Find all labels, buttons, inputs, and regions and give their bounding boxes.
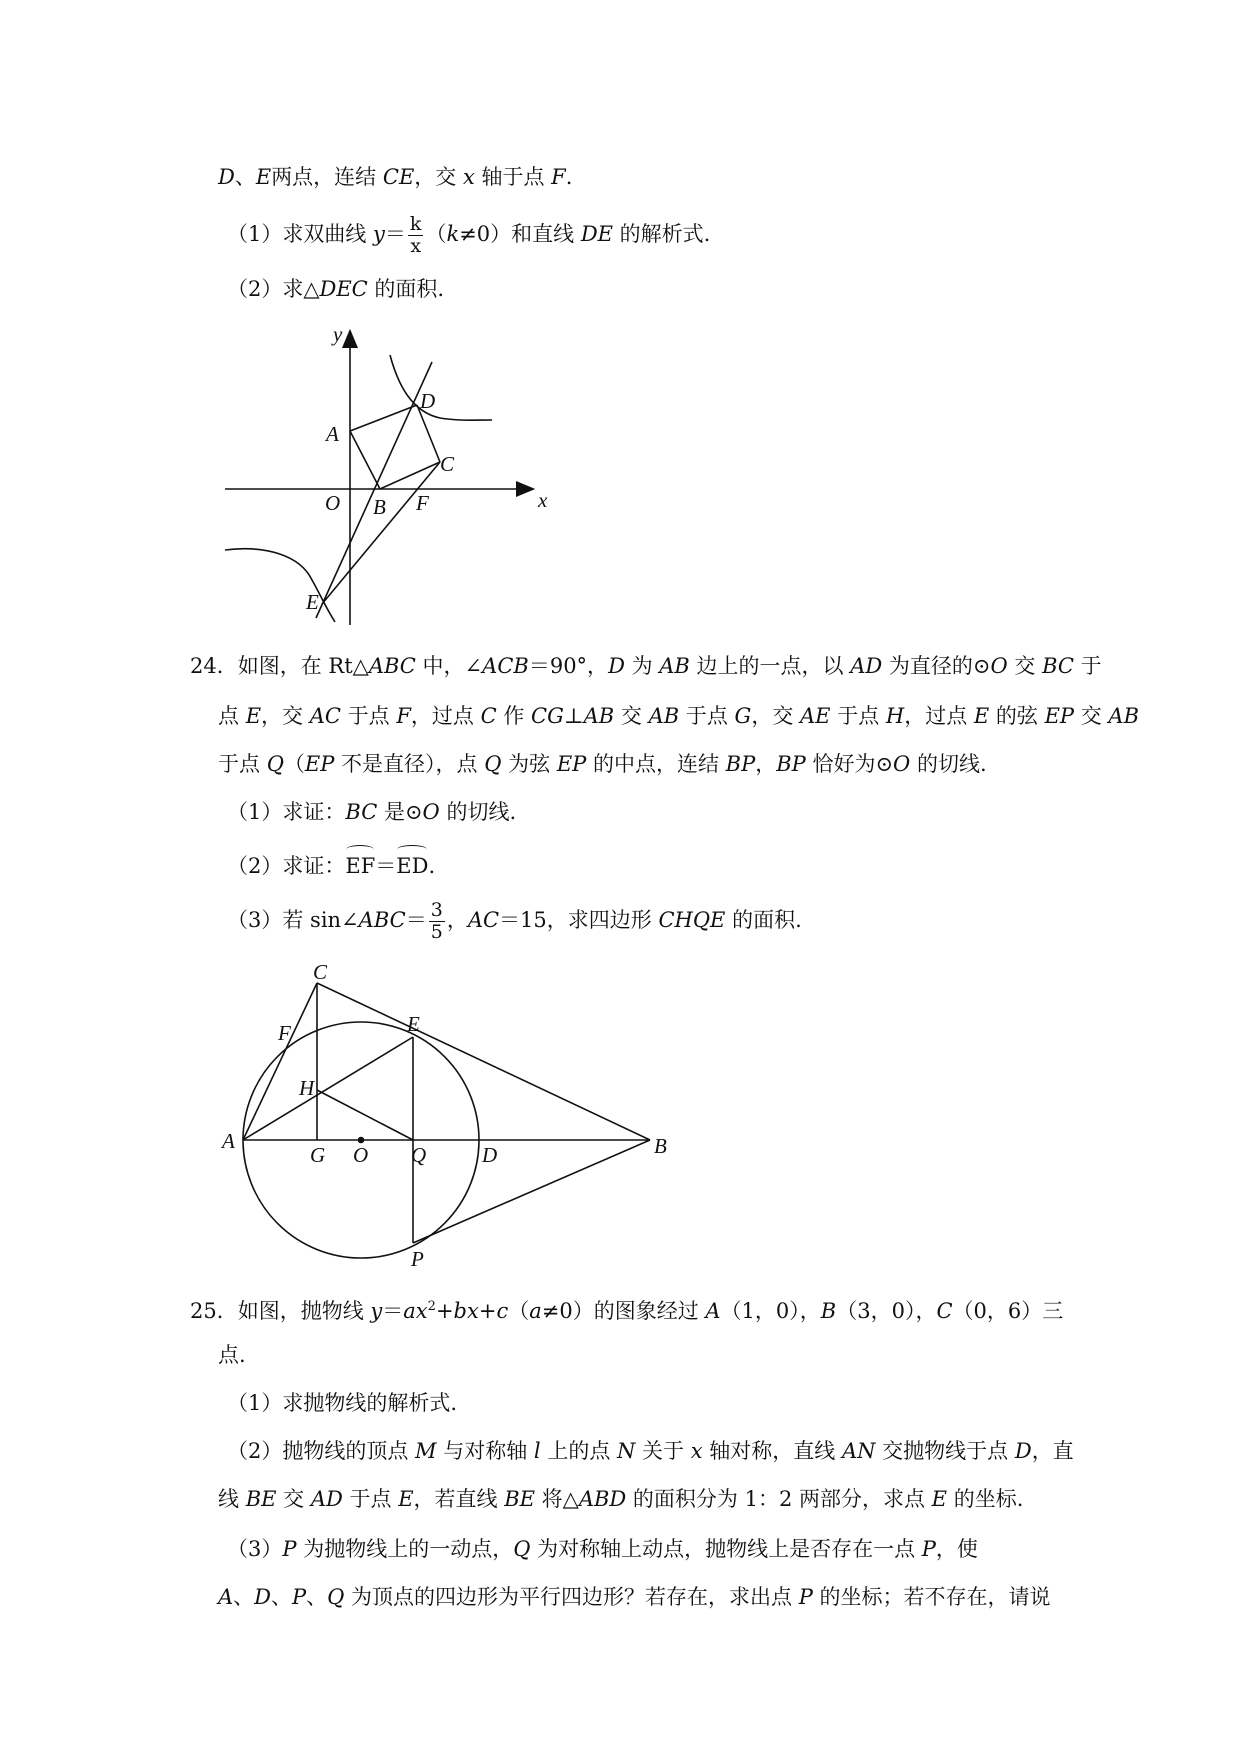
fraction-denominator: x <box>410 235 422 257</box>
figure1-coordinate-plot <box>225 332 532 625</box>
text-run: 与对称轴 <box>436 1439 534 1463</box>
text-run: 轴对称，直线 <box>702 1439 842 1463</box>
text-run: ＝15，求四边形 <box>499 908 659 932</box>
fraction-denominator: 5 <box>430 921 443 943</box>
math-variable: AB <box>648 704 680 728</box>
math-variable: Q <box>513 1537 531 1561</box>
line-DE <box>316 362 432 618</box>
math-variable: G <box>734 704 752 728</box>
math-variable: BP <box>776 752 806 776</box>
text-run: （1，0）， <box>720 1299 821 1323</box>
math-variable: AD <box>850 654 883 678</box>
text-run: 交 <box>614 704 649 728</box>
fraction-numerator: k <box>409 213 422 235</box>
label-F: F <box>416 491 429 515</box>
math-variable: AD <box>310 1487 343 1511</box>
math-variable: BP <box>725 752 756 776</box>
math-variable: M <box>415 1439 437 1463</box>
text-run: 的解析式. <box>612 222 711 246</box>
math-variable: O <box>893 752 911 776</box>
text-run: （2）求△ <box>227 277 320 301</box>
math-variable: P <box>292 1585 307 1609</box>
math-variable: D <box>1014 1439 1032 1463</box>
text-run: 为 <box>624 654 660 678</box>
text-run: 、 <box>234 165 256 189</box>
text-run: ，交 <box>414 165 463 189</box>
text-run: 的面积. <box>725 908 802 932</box>
math-variable: P <box>282 1537 297 1561</box>
text-run: ＝ <box>375 854 397 878</box>
math-variable: DE <box>580 222 613 246</box>
label-P: P <box>411 1247 424 1271</box>
label-B: B <box>373 495 386 519</box>
text-run: 将△ <box>534 1487 579 1511</box>
math-variable: BC <box>345 800 378 824</box>
text-run: 于点 <box>340 704 397 728</box>
text-run: 的面积分为 1：2 两部分，求点 <box>626 1487 932 1511</box>
math-variable: C <box>936 1299 953 1323</box>
text-run: 的坐标；若不存在，请说 <box>812 1585 1051 1609</box>
arc-notation: ED <box>396 847 428 881</box>
text-run: 的弦 <box>989 704 1045 728</box>
math-variable: Q <box>484 752 502 776</box>
math-variable: l <box>533 1439 541 1463</box>
text-run: 两点，连结 <box>271 165 383 189</box>
math-variable: O <box>422 800 440 824</box>
label-x-axis: x <box>538 488 548 512</box>
math-variable: AE <box>800 704 831 728</box>
text-run: （ <box>508 1299 530 1323</box>
text-run: 于点 <box>342 1487 399 1511</box>
text-run: 中，∠ <box>415 654 483 678</box>
label-E: E <box>306 590 319 614</box>
segment-AB <box>350 431 380 489</box>
text-run: 为顶点的四边形为平行四边形？若存在，求出点 <box>344 1585 799 1609</box>
math-variable: P <box>798 1585 813 1609</box>
math-variable: EP <box>1044 704 1075 728</box>
text-run: 线 <box>218 1487 246 1511</box>
text-run: 点 <box>218 704 246 728</box>
text-run: 为弦 <box>501 752 557 776</box>
text-run: 的切线. <box>910 752 987 776</box>
math-variable: AB <box>583 704 615 728</box>
text-run: （ <box>425 222 447 246</box>
segment-HQ <box>317 1090 413 1140</box>
math-variable: AC <box>309 704 341 728</box>
label-O: O <box>325 491 341 515</box>
text-run: . <box>565 165 573 189</box>
math-variable: ABC <box>358 908 406 932</box>
text-run: ，直 <box>1031 1439 1074 1463</box>
text-run: 上的点 <box>540 1439 617 1463</box>
math-variable: x <box>690 1439 703 1463</box>
math-variable: D <box>218 165 235 189</box>
math-variable: DEC <box>319 277 368 301</box>
text-run: ， <box>446 908 468 932</box>
math-variable: D <box>608 654 625 678</box>
math-variable: C <box>480 704 497 728</box>
math-variable: ABD <box>578 1487 627 1511</box>
text-run: 25．如图，抛物线 <box>190 1299 371 1323</box>
text-run: 的中点，连结 <box>586 752 726 776</box>
math-variable: y <box>373 222 385 246</box>
text-run: ＝ <box>382 1299 404 1323</box>
superscript: 2 <box>427 1299 436 1314</box>
text-run: 、 <box>306 1585 328 1609</box>
label-Q: Q <box>411 1143 427 1167</box>
text-run: 、 <box>233 1585 255 1609</box>
text-run: 为抛物线上的一动点， <box>296 1537 514 1561</box>
math-variable: EP <box>304 752 335 776</box>
math-variable: bx <box>453 1299 479 1323</box>
text-run: 24．如图，在 Rt△ <box>190 654 369 678</box>
label-A: A <box>326 422 339 446</box>
text-run: 关于 <box>635 1439 691 1463</box>
math-variable: A <box>218 1585 234 1609</box>
text-run: 轴于点 <box>474 165 552 189</box>
text-run: 为对称轴上动点，抛物线上是否存在一点 <box>530 1537 922 1561</box>
center-dot-O <box>359 1138 364 1143</box>
text-run: . <box>428 854 436 878</box>
math-variable: y <box>370 1299 383 1323</box>
text-run: 恰好为⊙ <box>805 752 894 776</box>
segment-BC <box>380 462 440 489</box>
label-C: C <box>440 452 455 476</box>
label-y-axis: y <box>333 322 343 346</box>
math-variable: CG <box>531 704 564 728</box>
text-run: 、 <box>271 1585 293 1609</box>
text-run: 的切线. <box>439 800 517 824</box>
math-variable: P <box>921 1537 936 1561</box>
text-run: （3，0）， <box>836 1299 937 1323</box>
math-variable: EP <box>556 752 587 776</box>
text-run: 于点 <box>679 704 735 728</box>
text-run: 边上的一点，以 <box>689 654 851 678</box>
math-variable: CHQE <box>658 908 726 932</box>
text-run: ⊥ <box>563 704 584 728</box>
math-variable: ax <box>403 1299 428 1323</box>
text-run: + <box>435 1299 454 1323</box>
label-G: G <box>310 1143 326 1167</box>
math-variable: N <box>617 1439 636 1463</box>
fraction-numerator: 3 <box>430 899 443 921</box>
math-variable: k <box>446 222 460 246</box>
math-variable: BE <box>504 1487 535 1511</box>
text-run: 为直径的⊙ <box>882 654 991 678</box>
text-run: ＝ <box>384 222 406 246</box>
text-run: 交 <box>1074 704 1109 728</box>
text-run: （3）若 sin∠ <box>227 908 359 932</box>
label-O: O <box>353 1143 369 1167</box>
text-run: （2）求证： <box>227 854 346 878</box>
figure2-circle-geometry <box>243 983 650 1258</box>
math-variable: D <box>254 1585 272 1609</box>
text-run: （0，6）三 <box>952 1299 1064 1323</box>
math-variable: H <box>885 704 905 728</box>
math-variable: ACB <box>482 654 529 678</box>
math-variable: B <box>820 1299 837 1323</box>
arc-notation: EF <box>345 847 375 881</box>
math-variable: F <box>551 165 566 189</box>
text-run: 点. <box>218 1343 246 1367</box>
math-variable: CE <box>382 165 415 189</box>
text-run: ，过点 <box>410 704 481 728</box>
text-run: ＝ <box>405 908 427 932</box>
text-run: 的面积. <box>367 277 445 301</box>
math-variable: x <box>462 165 475 189</box>
math-variable: O <box>990 654 1008 678</box>
math-variable: E <box>245 704 262 728</box>
text-run: （1）求证： <box>227 800 346 824</box>
label-E: E <box>407 1012 420 1036</box>
segment-AE <box>243 1037 413 1140</box>
text-run: 是⊙ <box>377 800 423 824</box>
math-variable: AN <box>841 1439 876 1463</box>
text-run: 于点 <box>218 752 267 776</box>
text-run: ，交 <box>751 704 801 728</box>
segment-AC <box>243 983 317 1140</box>
math-variable: AB <box>659 654 690 678</box>
math-variable: E <box>398 1487 414 1511</box>
math-variable: E <box>973 704 990 728</box>
text-run: 于 <box>1074 654 1102 678</box>
text-run: （ <box>283 752 305 776</box>
math-variable: BC <box>1042 654 1074 678</box>
text-run: 于点 <box>830 704 886 728</box>
text-run: 不是直径），点 <box>334 752 485 776</box>
text-run: ，过点 <box>904 704 974 728</box>
label-D: D <box>420 389 436 413</box>
segment-EC <box>322 462 440 604</box>
math-variable: a <box>529 1299 542 1323</box>
math-variable: AC <box>467 908 500 932</box>
text-run: + <box>478 1299 497 1323</box>
text-run: 作 <box>496 704 532 728</box>
text-run: ，若直线 <box>413 1487 505 1511</box>
math-variable: E <box>255 165 272 189</box>
label-A: A <box>222 1129 235 1153</box>
math-variable: Q <box>327 1585 345 1609</box>
label-F: F <box>278 1021 291 1045</box>
math-variable: AB <box>1108 704 1140 728</box>
text-run: ≠0）的图象经过 <box>541 1299 706 1323</box>
text-run: （1）求抛物线的解析式. <box>227 1391 458 1415</box>
segment-PB <box>413 1140 650 1243</box>
text-run: 交 <box>1007 654 1043 678</box>
math-variable: A <box>705 1299 721 1323</box>
math-variable: E <box>931 1487 948 1511</box>
text-run: 交抛物线于点 <box>875 1439 1015 1463</box>
text-run: ，使 <box>935 1537 978 1561</box>
text-run: （1）求双曲线 <box>227 222 374 246</box>
text-run: ， <box>755 752 777 776</box>
text-run: ，交 <box>261 704 310 728</box>
text-run: （3） <box>227 1537 283 1561</box>
text-run: 交 <box>276 1487 311 1511</box>
text-run: 的坐标. <box>947 1487 1024 1511</box>
math-variable: F <box>396 704 411 728</box>
label-H: H <box>299 1076 315 1100</box>
math-variable: c <box>496 1299 509 1323</box>
math-variable: ABC <box>368 654 416 678</box>
text-run: ≠0）和直线 <box>459 222 581 246</box>
text-run: （2）抛物线的顶点 <box>227 1439 416 1463</box>
label-D: D <box>482 1143 498 1167</box>
math-variable: Q <box>266 752 284 776</box>
label-C: C <box>313 960 328 984</box>
math-variable: BE <box>245 1487 277 1511</box>
label-B: B <box>654 1134 667 1158</box>
text-run: ＝90°， <box>528 654 609 678</box>
